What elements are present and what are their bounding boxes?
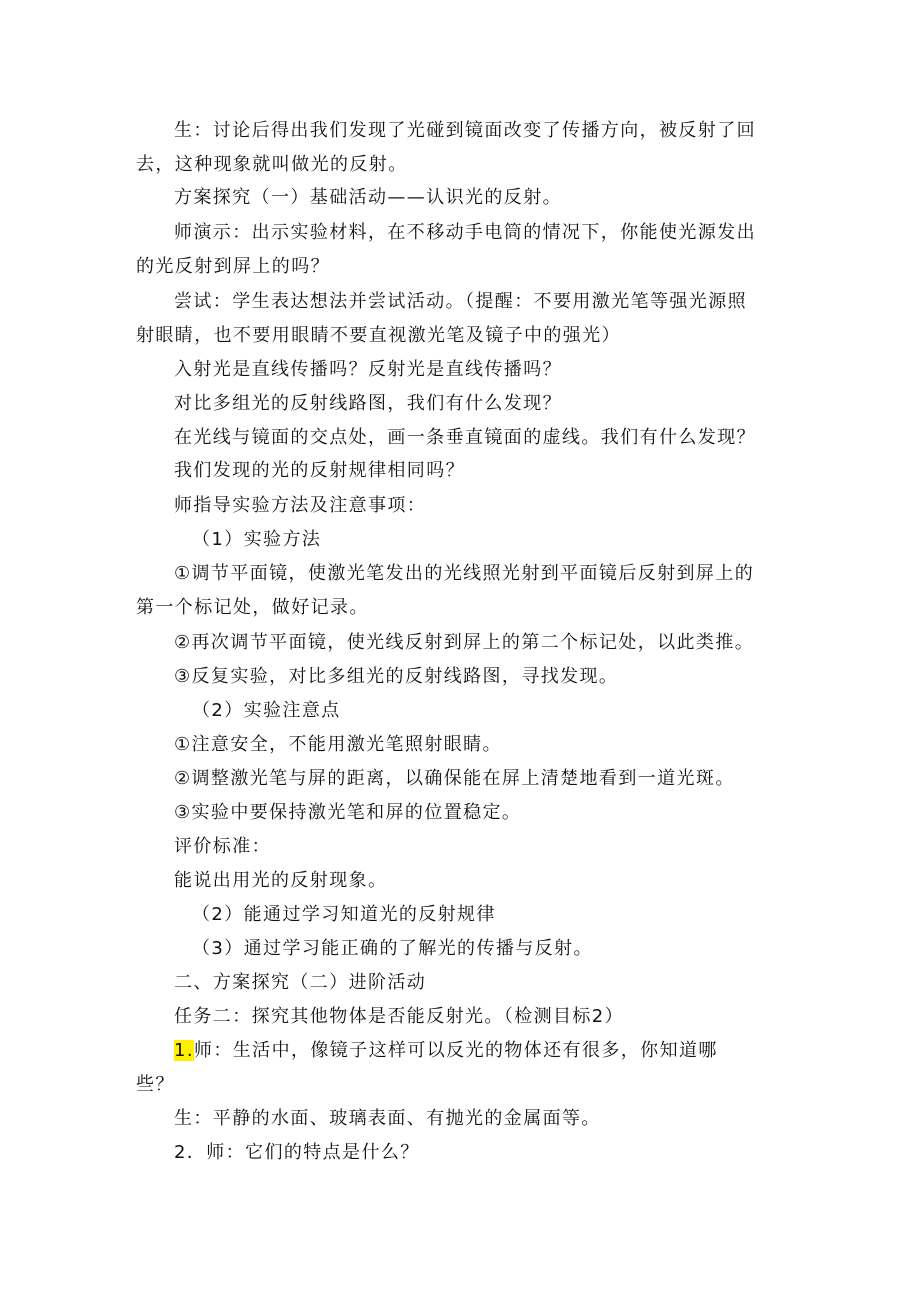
paragraph-text: 师：生活中，像镜子这样可以反光的物体还有很多，你知道哪 bbox=[193, 1040, 718, 1061]
paragraph-line: 第一个标记处，做好记录。 bbox=[136, 597, 369, 618]
section-heading: （1）实验方法 bbox=[192, 529, 322, 550]
paragraph-line: 射眼睛，也不要用眼睛不要直视激光笔及镜子中的强光） bbox=[136, 325, 621, 346]
paragraph-line: 对比多组光的反射线路图，我们有什么发现？ bbox=[174, 393, 562, 414]
paragraph-line: （3）通过学习能正确的了解光的传播与反射。 bbox=[192, 938, 593, 959]
paragraph-line: 2．师：它们的特点是什么？ bbox=[174, 1142, 420, 1163]
paragraph-line: ③实验中要保持激光笔和屏的位置稳定。 bbox=[174, 802, 522, 823]
paragraph-line: ③反复实验，对比多组光的反射线路图，寻找发现。 bbox=[174, 666, 619, 687]
paragraph-line: ②调整激光笔与屏的距离，以确保能在屏上清楚地看到一道光斑。 bbox=[174, 768, 735, 789]
paragraph-line: （2）能通过学习知道光的反射规律 bbox=[192, 904, 496, 925]
paragraph-line: ①注意安全，不能用激光笔照射眼睛。 bbox=[174, 734, 502, 755]
paragraph-line: 任务二：探究其他物体是否能反射光。（检测目标2） bbox=[174, 1006, 625, 1027]
paragraph-line: 去，这种现象就叫做光的反射。 bbox=[136, 154, 408, 175]
paragraph-line: 我们发现的光的反射规律相同吗？ bbox=[174, 460, 465, 481]
paragraph-line: 能说出用光的反射现象。 bbox=[174, 870, 388, 891]
paragraph-line: 入射光是直线传播吗？反射光是直线传播吗？ bbox=[174, 359, 562, 380]
paragraph-line bbox=[174, 1039, 718, 1063]
paragraph-line: 生：讨论后得出我们发现了光碰到镜面改变了传播方向，被反射了回 bbox=[174, 120, 756, 141]
paragraph-line: ①调节平面镜，使激光笔发出的光线照光射到平面镜后反射到屏上的 bbox=[174, 563, 755, 584]
paragraph-line: 在光线与镜面的交点处，画一条垂直镜面的虚线。我们有什么发现？ bbox=[174, 427, 756, 448]
paragraph-line: 方案探究（一）基础活动——认识光的反射。 bbox=[174, 187, 562, 208]
paragraph-line: 的光反射到屏上的吗？ bbox=[136, 256, 330, 277]
section-heading: （2）实验注意点 bbox=[192, 700, 341, 721]
highlight-marker: 1. bbox=[174, 1040, 194, 1061]
paragraph-line: 尝试：学生表达想法并尝试活动。（提醒：不要用激光笔等强光源照 bbox=[174, 291, 747, 312]
section-heading: 二、方案探究（二）进阶活动 bbox=[174, 972, 427, 993]
paragraph-line: ②再次调节平面镜，使光线反射到屏上的第二个标记处，以此类推。 bbox=[174, 632, 755, 653]
paragraph-line: 些？ bbox=[136, 1074, 175, 1095]
paragraph-line: 师指导实验方法及注意事项： bbox=[174, 495, 427, 516]
paragraph-line: 评价标准： bbox=[174, 836, 271, 857]
paragraph-line: 生：平静的水面、玻璃表面、有抛光的金属面等。 bbox=[174, 1108, 601, 1129]
paragraph-line: 师演示：出示实验材料，在不移动手电筒的情况下，你能使光源发出 bbox=[174, 222, 756, 243]
